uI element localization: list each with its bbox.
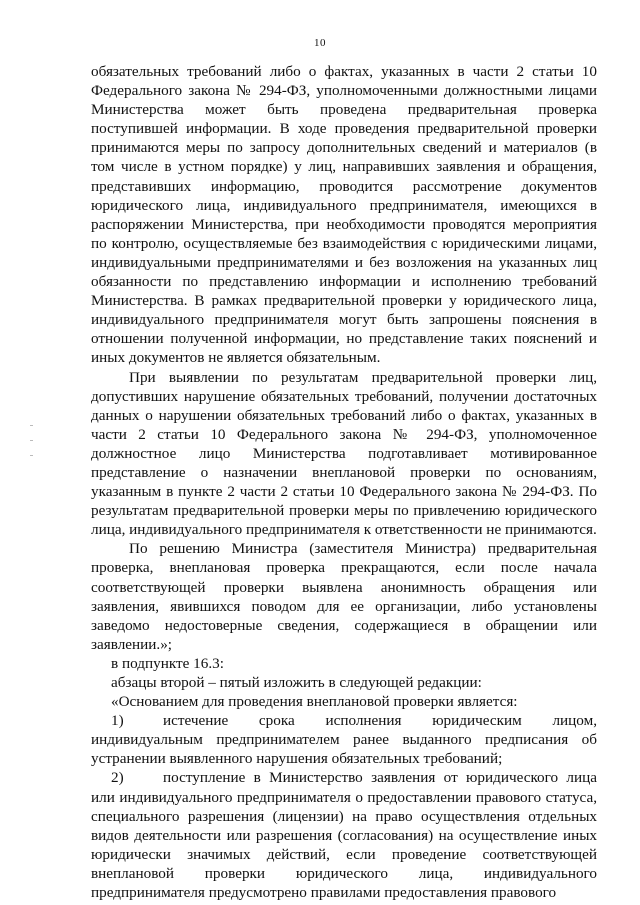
paragraph-continuation: обязательных требований либо о фактах, указанных в части 2 статьи 10 Федерального закона № 294-ФЗ, уполномоченными должностными лицами Министерства может быть проведена предварительная проверка поступившей информации. В ходе проведения предварительной проверки принимаются меры по запросу дополнительных сведений и материалов (в том числе в устном порядке) у лиц, направивших заявления и обращения, представивших информацию, проводится рассмотрение документов юридического лица, индивидуального предпринимателя, имеющихся в распоряжении Министерства, при необходимости проводятся мероприятия по контролю, осуществляемые без взаимодействия с юридическими лицами, индивидуальными предпринимателями и без возложения на указанных лиц обязанности по представлению информации и исполнению требований Министерства. В рамках предварительной проверки у юридического лица, индивидуального предпринимателя могут быть запрошены пояснения в отношении полученной информации, но представление таких пояснений и иных документов не является обязательным. xyxy=(91,63,597,367)
page-number: 10 xyxy=(314,37,326,49)
scan-margin-marks xyxy=(30,425,40,465)
scan-mark xyxy=(30,425,33,426)
paragraph-new-wording: абзацы второй – пятый изложить в следующей редакции: xyxy=(111,674,482,691)
list-item-text: истечение срока исполнения юридическим лицом, индивидуальным предпринимателем ранее выданного предписания об устранении выявленного нарушения обязательных требований; xyxy=(91,712,597,768)
paragraph-preliminary-check-results: При выявлении по результатам предварительной проверки лиц, допустивших нарушение обязательных требований, получении достаточных данных о нарушении обязательных требований либо о фактах, указанных в части 2 статьи 10 Федерального закона № 294-ФЗ, уполномоченное должностное лицо Министерства подготавливает мотивированное представление о назначении внеплановой проверки по основаниям, указанным в пункте 2 части 2 статьи 10 Федерального закона № 294-ФЗ. По результатам предварительной проверки меры по привлечению юридического лица, индивидуального предпринимателя к ответственности не принимаются. xyxy=(91,368,597,539)
list-item xyxy=(91,768,597,902)
list-item-number: 1) xyxy=(111,712,124,730)
document-body xyxy=(91,62,597,902)
list-item xyxy=(91,711,597,768)
paragraph-minister-decision: По решению Министра (заместителя Министра) предварительная проверка, внеплановая проверка прекращаются, если после начала соответствующей проверки выявлена анонимность обращения или заявления, явившихся поводом для ее организации, либо установлены заведомо недостоверные сведения, содержащиеся в обращении или заявлении.»; xyxy=(91,540,597,653)
scan-mark xyxy=(30,455,33,456)
list-item-text: поступление в Министерство заявления от юридического лица или индивидуального предпринимателя о предоставлении правового статуса, специального разрешения (лицензии) на право осуществления отдельных видов деятельности или разрешения (согласования) на осуществление иных юридически значимых действий, если проведение соответствующей внеплановой проверки юридического лица, индивидуального предпринимателя предусмотрено правилами предоставления правового xyxy=(91,769,597,902)
scan-mark xyxy=(30,440,33,441)
paragraph-grounds-intro: «Основанием для проведения внеплановой проверки является: xyxy=(111,693,518,711)
list-item-number: 2) xyxy=(111,769,124,787)
paragraph-subclause-16-3: в подпункте 16.3: xyxy=(111,654,224,672)
